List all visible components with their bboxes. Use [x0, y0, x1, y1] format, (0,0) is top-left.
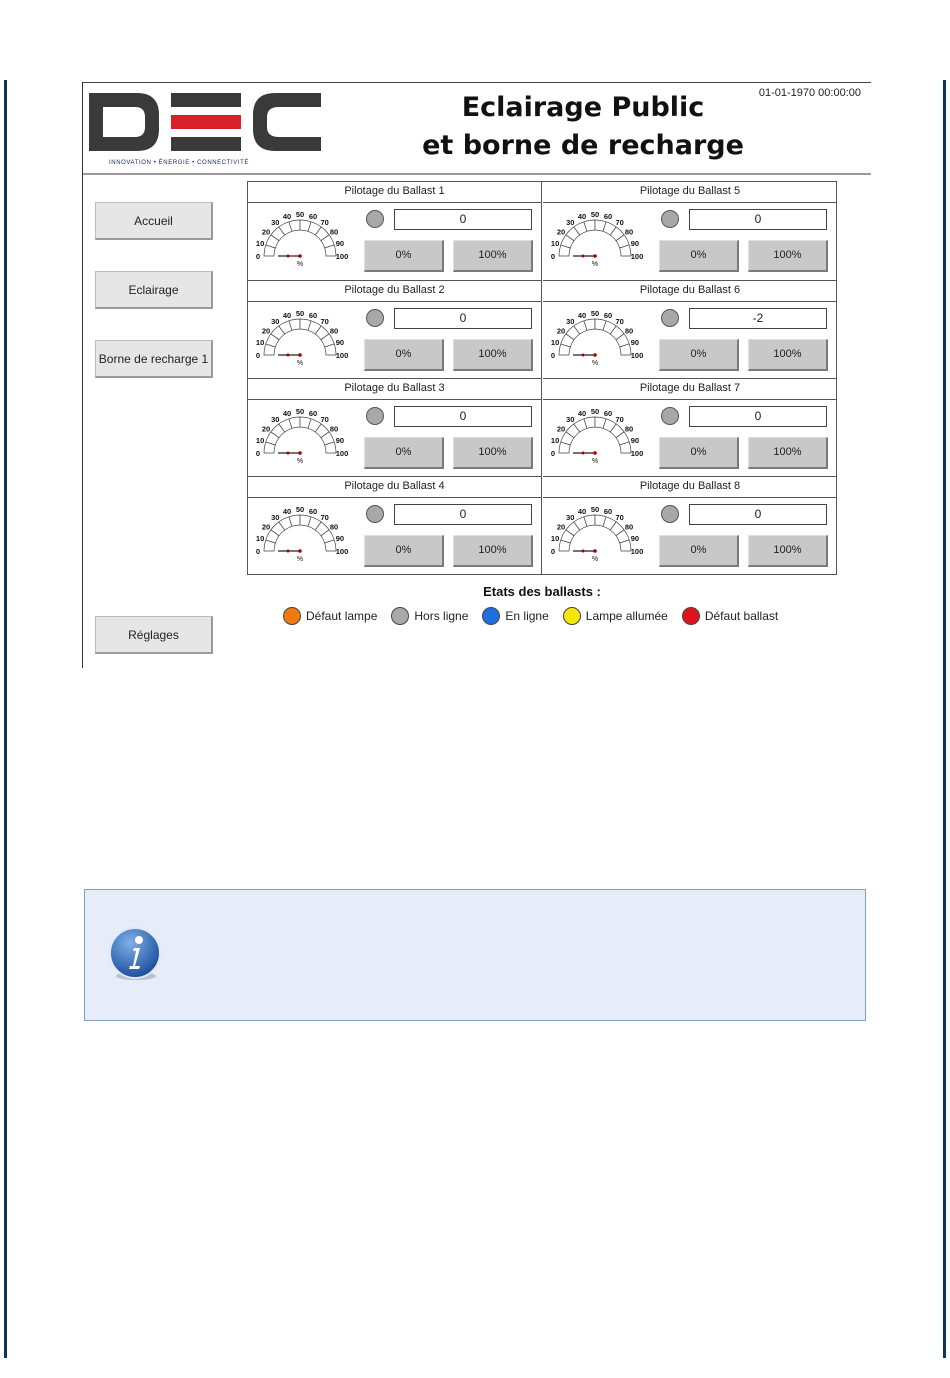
- ballast-title: Pilotage du Ballast 7: [543, 379, 837, 400]
- gauge-hub: [593, 254, 597, 258]
- eclairage-button[interactable]: Eclairage: [95, 271, 213, 309]
- ballast-panel: [543, 378, 837, 476]
- gauge-tick-label: 40: [282, 212, 292, 222]
- accueil-button[interactable]: Accueil: [95, 202, 213, 240]
- dimmer-gauge: [547, 305, 647, 371]
- gauge-tick-label: 0: [255, 547, 261, 556]
- gauge-tick-label: 40: [577, 409, 587, 419]
- gauge-tick-label: 30: [566, 218, 575, 227]
- ballast-title: Pilotage du Ballast 3: [248, 379, 541, 400]
- dimmer-gauge: [252, 206, 352, 272]
- status-led: [661, 309, 679, 327]
- gauge-pointer-dot: [287, 452, 290, 455]
- status-led: [661, 210, 679, 228]
- legend: [283, 605, 792, 627]
- legend-item: [563, 607, 668, 625]
- legend-title: Etats des ballasts :: [483, 584, 601, 599]
- gauge-tick-label: 20: [261, 522, 271, 532]
- gauge-tick-label: 10: [550, 239, 560, 248]
- gauge-pointer-dot: [582, 550, 585, 553]
- gauge-tick-label: 100: [335, 547, 349, 556]
- gauge-tick-label: 60: [308, 212, 318, 222]
- gauge-tick-label: 100: [335, 449, 349, 458]
- legend-color-dot: [682, 607, 700, 625]
- gauge-tick-label: 90: [335, 239, 345, 248]
- set-0-percent-button[interactable]: 0%: [659, 240, 739, 272]
- legend-color-dot: [391, 607, 409, 625]
- ballast-panel: [248, 182, 542, 280]
- gauge-tick-label: 30: [566, 415, 575, 424]
- gauge-tick-label: 70: [615, 513, 624, 522]
- gauge-tick-label: 20: [261, 326, 271, 336]
- set-100-percent-button[interactable]: 100%: [748, 437, 828, 469]
- ballast-title: Pilotage du Ballast 4: [248, 477, 541, 498]
- gauge-hub: [298, 451, 302, 455]
- gauge-tick-label: 80: [624, 227, 634, 237]
- logo-tagline: INNOVATION • ÉNERGIE • CONNECTIVITÉ: [109, 160, 249, 166]
- dimmer-gauge: [252, 305, 352, 371]
- gauge-tick-label: 0: [255, 449, 261, 458]
- dimmer-gauge: [547, 501, 647, 567]
- hmi-screen: [82, 82, 871, 668]
- set-100-percent-button[interactable]: 100%: [453, 535, 533, 567]
- legend-color-dot: [563, 607, 581, 625]
- gauge-tick-label: 60: [308, 507, 318, 517]
- gauge-tick-label: 10: [550, 338, 560, 347]
- set-100-percent-button[interactable]: 100%: [453, 240, 533, 272]
- gauge-unit: %: [591, 360, 599, 367]
- gauge-tick-label: 90: [335, 534, 345, 543]
- ballast-panel: [248, 280, 542, 378]
- borne-recharge-button[interactable]: Borne de recharge 1: [95, 340, 213, 378]
- gauge-pointer-dot: [287, 255, 290, 258]
- set-100-percent-button[interactable]: 100%: [748, 240, 828, 272]
- page-border-left: [4, 80, 7, 1358]
- gauge-tick-label: 0: [550, 351, 556, 360]
- title-line-1: Eclairage Public: [461, 92, 705, 123]
- info-icon: [107, 926, 163, 982]
- gauge-tick-label: 50: [295, 309, 305, 318]
- legend-item: [283, 607, 377, 625]
- gauge-tick-label: 0: [255, 351, 261, 360]
- gauge-tick-label: 10: [255, 338, 265, 347]
- gauge-tick-label: 50: [295, 407, 305, 416]
- set-100-percent-button[interactable]: 100%: [748, 535, 828, 567]
- gauge-tick-label: 70: [320, 415, 329, 424]
- gauge-tick-label: 60: [603, 507, 613, 517]
- status-led: [366, 505, 384, 523]
- gauge-tick-label: 20: [556, 522, 566, 532]
- gauge-tick-label: 20: [556, 326, 566, 336]
- gauge-tick-label: 80: [624, 424, 634, 434]
- gauge-tick-label: 50: [590, 505, 600, 514]
- gauge-tick-label: 80: [329, 326, 339, 336]
- gauge-tick-label: 70: [320, 513, 329, 522]
- gauge-tick-label: 60: [308, 311, 318, 321]
- set-0-percent-button[interactable]: 0%: [364, 339, 444, 371]
- legend-label: En ligne: [505, 609, 549, 623]
- gauge-tick-label: 50: [590, 210, 600, 219]
- gauge-tick-label: 100: [335, 252, 349, 261]
- gauge-tick-label: 30: [271, 218, 280, 227]
- reglages-button[interactable]: Réglages: [95, 616, 213, 654]
- set-0-percent-button[interactable]: 0%: [659, 535, 739, 567]
- gauge-tick-label: 100: [630, 252, 644, 261]
- gauge-pointer-dot: [582, 452, 585, 455]
- gauge-tick-label: 90: [335, 436, 345, 445]
- gauge-hub: [298, 254, 302, 258]
- gauge-tick-label: 60: [603, 212, 613, 222]
- gauge-tick-label: 40: [577, 507, 587, 517]
- gauge-tick-label: 40: [577, 212, 587, 222]
- gauge-tick-label: 70: [615, 317, 624, 326]
- title-line-2: et borne de recharge: [422, 130, 744, 161]
- gauge-tick-label: 20: [261, 424, 271, 434]
- ballast-title: Pilotage du Ballast 2: [248, 281, 541, 302]
- gauge-tick-label: 30: [271, 317, 280, 326]
- dimmer-gauge: [252, 501, 352, 567]
- gauge-tick-label: 100: [630, 351, 644, 360]
- gauge-tick-label: 80: [329, 522, 339, 532]
- gauge-tick-label: 80: [624, 326, 634, 336]
- dimmer-value-field[interactable]: 0: [394, 504, 532, 525]
- dimmer-gauge: [252, 403, 352, 469]
- gauge-tick-label: 40: [282, 507, 292, 517]
- gauge-hub: [593, 549, 597, 553]
- gauge-unit: %: [296, 360, 304, 367]
- ballast-grid: [247, 181, 837, 575]
- gauge-tick-label: 40: [282, 311, 292, 321]
- gauge-unit: %: [296, 261, 304, 268]
- dimmer-gauge: [547, 206, 647, 272]
- ballast-panel: [543, 280, 837, 378]
- dimmer-value-field[interactable]: 0: [394, 308, 532, 329]
- gauge-tick-label: 10: [550, 436, 560, 445]
- gauge-tick-label: 20: [556, 424, 566, 434]
- gauge-tick-label: 20: [556, 227, 566, 237]
- set-0-percent-button[interactable]: 0%: [364, 240, 444, 272]
- gauge-pointer-dot: [287, 354, 290, 357]
- gauge-tick-label: 10: [550, 534, 560, 543]
- gauge-tick-label: 70: [320, 317, 329, 326]
- legend-item: [682, 607, 778, 625]
- gauge-tick-label: 10: [255, 239, 265, 248]
- gauge-tick-label: 40: [577, 311, 587, 321]
- gauge-hub: [298, 353, 302, 357]
- gauge-pointer-dot: [287, 550, 290, 553]
- dimmer-value-field[interactable]: -2: [689, 308, 827, 329]
- gauge-tick-label: 80: [624, 522, 634, 532]
- gauge-unit: %: [296, 556, 304, 563]
- gauge-unit: %: [591, 458, 599, 465]
- gauge-tick-label: 80: [329, 424, 339, 434]
- gauge-tick-label: 0: [550, 252, 556, 261]
- set-0-percent-button[interactable]: 0%: [659, 339, 739, 371]
- dimmer-gauge: [547, 403, 647, 469]
- set-100-percent-button[interactable]: 100%: [748, 339, 828, 371]
- gauge-tick-label: 50: [295, 210, 305, 219]
- gauge-tick-label: 100: [630, 547, 644, 556]
- gauge-tick-label: 60: [603, 409, 613, 419]
- dimmer-value-field[interactable]: 0: [689, 504, 827, 525]
- ballast-panel: [248, 476, 542, 574]
- status-led: [366, 309, 384, 327]
- ballast-title: Pilotage du Ballast 6: [543, 281, 837, 302]
- page-title: [383, 89, 783, 165]
- ballast-panel: [543, 476, 837, 574]
- legend-label: Hors ligne: [414, 609, 469, 623]
- ballast-title: Pilotage du Ballast 8: [543, 477, 837, 498]
- gauge-tick-label: 40: [282, 409, 292, 419]
- gauge-unit: %: [591, 556, 599, 563]
- gauge-tick-label: 30: [271, 415, 280, 424]
- dimmer-value-field[interactable]: 0: [394, 209, 532, 230]
- ballast-panel: [543, 182, 837, 280]
- dimmer-value-field[interactable]: 0: [689, 209, 827, 230]
- gauge-tick-label: 70: [615, 218, 624, 227]
- gauge-tick-label: 30: [271, 513, 280, 522]
- gauge-hub: [593, 451, 597, 455]
- gauge-tick-label: 50: [590, 309, 600, 318]
- dimmer-value-field[interactable]: 0: [689, 406, 827, 427]
- gauge-unit: %: [296, 458, 304, 465]
- gauge-tick-label: 70: [320, 218, 329, 227]
- gauge-tick-label: 90: [630, 436, 640, 445]
- gauge-tick-label: 20: [261, 227, 271, 237]
- legend-label: Défaut ballast: [704, 609, 779, 623]
- gauge-tick-label: 50: [295, 505, 305, 514]
- ballast-panel: [248, 378, 542, 476]
- legend-color-dot: [482, 607, 500, 625]
- gauge-hub: [298, 549, 302, 553]
- gauge-tick-label: 30: [566, 513, 575, 522]
- gauge-tick-label: 90: [335, 338, 345, 347]
- status-led: [661, 505, 679, 523]
- set-0-percent-button[interactable]: 0%: [659, 437, 739, 469]
- legend-item: [482, 607, 548, 625]
- gauge-pointer-dot: [582, 255, 585, 258]
- gauge-tick-label: 0: [550, 547, 556, 556]
- dimmer-value-field[interactable]: 0: [394, 406, 532, 427]
- set-100-percent-button[interactable]: 100%: [453, 339, 533, 371]
- gauge-tick-label: 80: [329, 227, 339, 237]
- gauge-tick-label: 70: [615, 415, 624, 424]
- gauge-tick-label: 90: [630, 239, 640, 248]
- legend-label: Défaut lampe: [306, 609, 378, 623]
- legend-color-dot: [283, 607, 301, 625]
- info-box: [84, 889, 866, 1021]
- gauge-tick-label: 100: [335, 351, 349, 360]
- header: [83, 82, 871, 175]
- gauge-tick-label: 100: [630, 449, 644, 458]
- gauge-hub: [593, 353, 597, 357]
- legend-label: Lampe allumée: [585, 609, 668, 623]
- gauge-pointer-dot: [582, 354, 585, 357]
- ballast-title: Pilotage du Ballast 1: [248, 182, 541, 203]
- gauge-tick-label: 90: [630, 534, 640, 543]
- gauge-unit: %: [591, 261, 599, 268]
- set-100-percent-button[interactable]: 100%: [453, 437, 533, 469]
- legend-item: [391, 607, 468, 625]
- ballast-title: Pilotage du Ballast 5: [543, 182, 837, 203]
- gauge-tick-label: 10: [255, 534, 265, 543]
- gauge-tick-label: 60: [308, 409, 318, 419]
- gauge-tick-label: 60: [603, 311, 613, 321]
- status-led: [661, 407, 679, 425]
- gauge-tick-label: 50: [590, 407, 600, 416]
- gauge-tick-label: 0: [255, 252, 261, 261]
- page-border-right: [943, 80, 946, 1358]
- gauge-tick-label: 0: [550, 449, 556, 458]
- status-led: [366, 407, 384, 425]
- gauge-tick-label: 90: [630, 338, 640, 347]
- gauge-tick-label: 10: [255, 436, 265, 445]
- gauge-tick-label: 30: [566, 317, 575, 326]
- datetime: 01-01-1970 00:00:00: [758, 87, 861, 99]
- status-led: [366, 210, 384, 228]
- set-0-percent-button[interactable]: 0%: [364, 535, 444, 567]
- set-0-percent-button[interactable]: 0%: [364, 437, 444, 469]
- dec-logo: [89, 89, 321, 169]
